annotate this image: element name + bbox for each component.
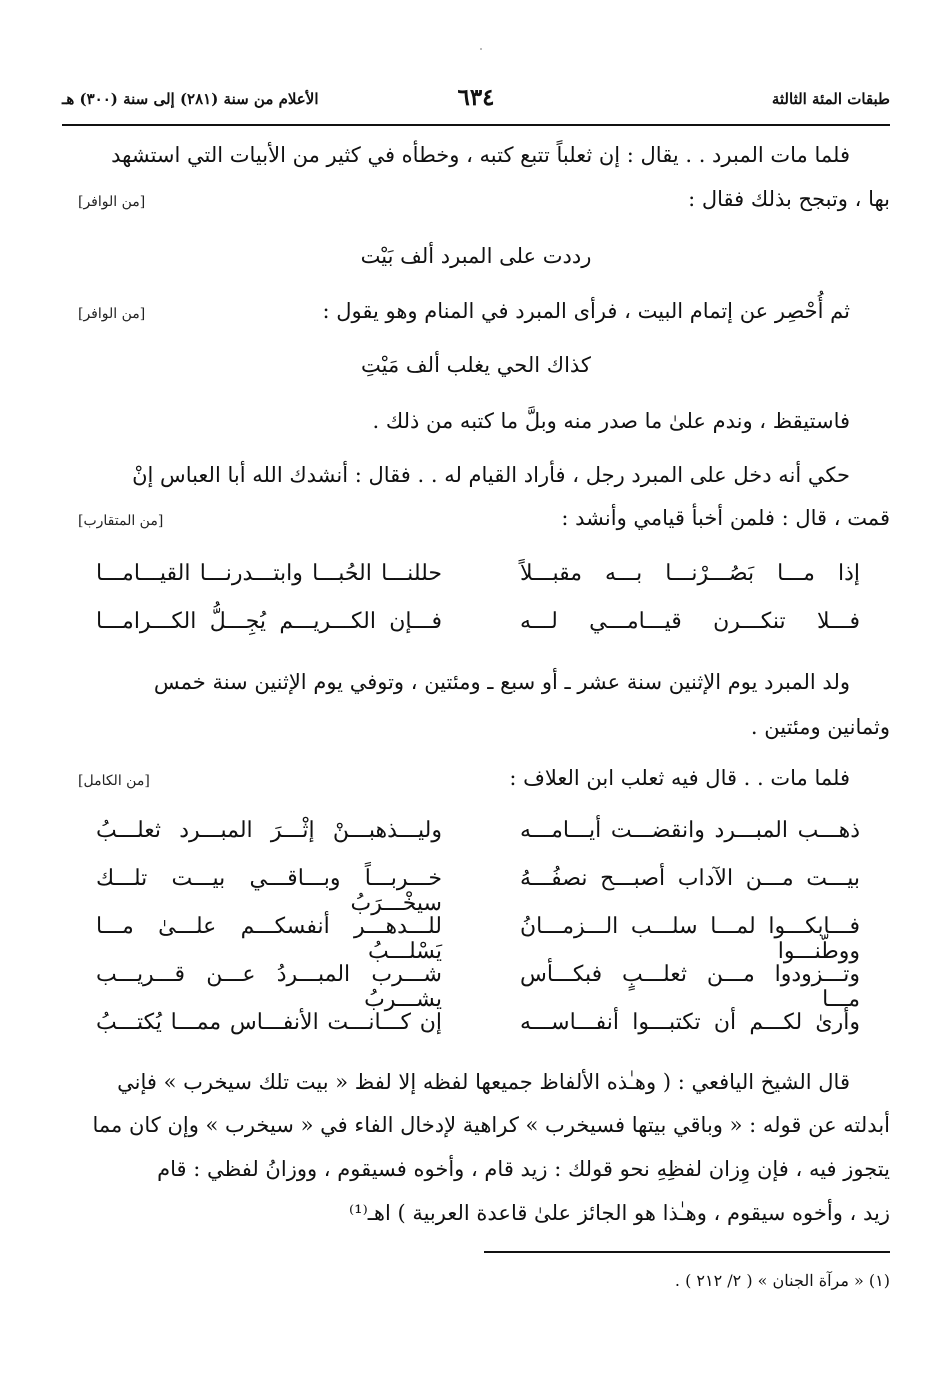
paragraph-line: فلما مات المبرد . . يقال : إن ثعلباً تتبع كتبه ، وخطأه في كثير من الأبيات التي استشهد: [111, 143, 850, 167]
verse-second-hemistich: خـــربـــاً وبـــاقـــي بيـــت تلـــك سيخْـــرَبُ: [96, 866, 442, 916]
verse-hemistich: كذاك الحي يغلب ألف مَيْتِ: [361, 353, 591, 377]
verse-second-hemistich: للـــدهـــر أنفسكـــم علـــىٰ مـــا يَسْلـــبُ: [96, 914, 442, 964]
verse-first-hemistich: بيـــت مـــن الآداب أصبـــح نصفُـــهُ: [520, 866, 860, 891]
meter-label: [من المتقارب]: [78, 513, 164, 529]
verse-second-hemistich: فـــإن الكـــريـــم يُجِـــلُّ الكـــرامـــا: [96, 609, 442, 634]
verse-hemistich: رددت على المبرد ألف بَيْت: [360, 244, 592, 268]
header-range: الأعلام من سنة (٢٨١) إلى سنة (٣٠٠) هـ: [62, 90, 319, 108]
page-number: ٦٣٤: [457, 84, 495, 111]
verse-second-hemistich: شـــرب المبـــردُ عـــن قـــريـــب يشـــربُ: [96, 962, 442, 1012]
poem-verse: [62, 561, 890, 601]
running-header: [62, 86, 890, 116]
header-book-section: طبقات المئة الثالثة: [771, 90, 890, 108]
verse-second-hemistich: وليـــذهبـــنْ إثْـــرَ المبـــرد ثعلـــبُ: [96, 818, 442, 843]
paragraph-line: فلما مات . . قال فيه ثعلب ابن العلاف :: [509, 766, 850, 790]
paragraph-line: قال الشيخ اليافعي : ( وهـٰذه الألفاظ جميعها لفظه إلا لفظ « بيت تلك سيخرب » فإني: [117, 1070, 850, 1094]
paragraph-line: ولد المبرد يوم الإثنين سنة عشر ـ أو سبع ـ ومئتين ، وتوفي يوم الإثنين سنة خمس: [153, 670, 850, 694]
header-rule: [62, 124, 890, 126]
meter-label: [من الكامل]: [78, 773, 150, 789]
verse-first-hemistich: إذا مـــا بَصُـــرْنـــا بـــه مقبـــلاً: [520, 561, 860, 586]
paragraph-line: ثم أُحْصِر عن إتمام البيت ، فرأى المبرد في المنام وهو يقول :: [322, 299, 850, 323]
meter-label: [من الوافر]: [78, 194, 146, 210]
verse-first-hemistich: وتـــزودوا مـــن ثعلـــبٍ فبكـــأس مـــا: [520, 962, 860, 1012]
poem-verse: [62, 818, 890, 858]
paragraph-line: بها ، وتبجح بذلك فقال :: [688, 187, 890, 211]
paragraph-line: وثمانين ومئتين .: [750, 715, 890, 739]
footnote: (١) « مرآة الجنان » ( ٢/ ٢١٢ ) .: [674, 1271, 890, 1290]
poem-verse: [62, 962, 890, 1012]
poem-verse: [62, 914, 890, 964]
verse-first-hemistich: فـــلا تنكـــرن قيـــامـــي لـــه: [520, 609, 860, 634]
poem-verse: [62, 1010, 890, 1050]
paragraph-line: حكي أنه دخل على المبرد رجل ، فأراد القيام له . . فقال : أنشدك الله أبا العباس إنْ: [132, 463, 850, 487]
paragraph-line: فاستيقظ ، وندم علىٰ ما صدر منه وبلَّ ما كتبه من ذلك .: [372, 409, 850, 433]
scan-speck: [480, 48, 482, 50]
verse-first-hemistich: فـــابكـــوا لمـــا سلـــب الـــزمـــانُ ووطّنـــوا: [520, 914, 860, 964]
meter-label: [من الوافر]: [78, 306, 146, 322]
paragraph-line: زيد ، وأخوه سيقوم ، وهـٰذا هو الجائز علىٰ قاعدة العربية ) اهـ⁽¹⁾: [348, 1201, 890, 1225]
verse-second-hemistich: إن كـــانـــت الأنفـــاس ممـــا يُكتـــبُ: [96, 1010, 442, 1035]
verse-first-hemistich: وأرىٰ لكـــم أن تكتبـــوا أنفـــاســـه: [520, 1010, 860, 1035]
poem-verse: [62, 866, 890, 916]
verse-second-hemistich: حللنـــا الحُبـــا وابتـــدرنـــا القيـــامـــا: [96, 561, 442, 586]
poem-verse: [62, 609, 890, 649]
paragraph-line: قمت ، قال : فلمن أخبأ قيامي وأنشد :: [561, 506, 890, 530]
footnote-rule: [484, 1251, 890, 1253]
paragraph-line: يتجوز فيه ، فإن وِزان لفظِهِ نحو قولك : زيد قام ، وأخوه فسيقوم ، ووزانُ لفظي : قام: [157, 1157, 890, 1181]
paragraph-line: أبدلته عن قوله : « وباقي بيتها فسيخرب » كراهية لإدخال الفاء في « سيخرب » وإن كان مما: [92, 1113, 890, 1137]
verse-first-hemistich: ذهـــب المبـــرد وانقضـــت أيـــامـــه: [520, 818, 860, 843]
